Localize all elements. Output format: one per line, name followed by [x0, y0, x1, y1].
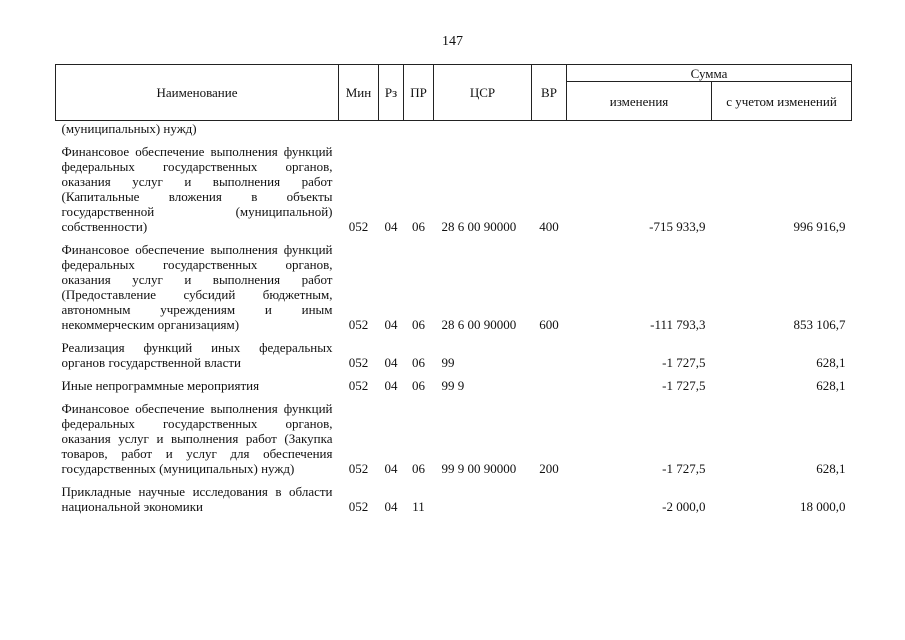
- row-rz: [379, 121, 404, 137]
- row-pr: [404, 121, 434, 137]
- row-name: Финансовое обеспечение выполнения функций федеральных государственных органов, оказания услуг и выполнения работ (Капитальные вложения в объекты государственной (муниципальной) собственности): [61, 144, 333, 234]
- row-min: 052: [348, 378, 369, 393]
- row-csr: [434, 484, 532, 514]
- row-name: Финансовое обеспечение выполнения функций федеральных государственных органов, оказания услуг и выполнения работ (Закупка товаров, работ и услуг для обеспечения государственных (муниципальных) нужд): [61, 401, 333, 476]
- row-vr: [532, 340, 567, 370]
- header-summa: Сумма: [567, 65, 852, 82]
- row-with-changes: 628,1: [816, 378, 846, 393]
- header-pr: ПР: [404, 65, 434, 121]
- header-changes: изменения: [567, 82, 712, 121]
- header-rz: Рз: [379, 65, 404, 121]
- header-with-changes: с учетом изменений: [712, 82, 852, 121]
- row-changes: -1 727,5: [662, 461, 706, 476]
- row-csr: 99: [441, 355, 455, 370]
- row-pr: 06: [412, 317, 425, 332]
- row-min: [339, 121, 379, 137]
- row-pr: 11: [412, 499, 425, 514]
- page-number: 147: [442, 34, 463, 49]
- row-vr: [532, 121, 567, 137]
- row-rz: 04: [384, 219, 398, 234]
- row-vr: [532, 484, 567, 514]
- row-rz: 04: [384, 355, 398, 370]
- row-min: 052: [348, 461, 369, 476]
- row-min: 052: [348, 219, 369, 234]
- row-csr: [434, 121, 532, 137]
- header-csr: ЦСР: [434, 65, 532, 121]
- row-vr: 600: [539, 317, 559, 332]
- row-changes: -2 000,0: [662, 499, 706, 514]
- row-with-changes: 853 106,7: [793, 317, 846, 332]
- table-row: [56, 378, 852, 393]
- table-row: [56, 340, 852, 370]
- row-vr: [532, 378, 567, 393]
- row-min: 052: [348, 317, 369, 332]
- header-name: Наименование: [56, 65, 339, 121]
- row-changes: -111 793,3: [650, 317, 706, 332]
- table-row: [56, 121, 852, 137]
- table-row: [56, 144, 852, 234]
- row-changes: -715 933,9: [649, 219, 706, 234]
- row-pr: 06: [412, 378, 425, 393]
- row-csr: 99 9 00 90000: [441, 461, 517, 476]
- table-row: [56, 401, 852, 476]
- row-name: Финансовое обеспечение выполнения функций федеральных государственных органов, оказания услуг и выполнения работ (Предоставление субсидий бюджетным, автономным учреждениям и иным некоммерческим организациям): [61, 242, 333, 332]
- row-with-changes: [712, 121, 852, 137]
- row-changes: [567, 121, 712, 137]
- header-vr: ВР: [532, 65, 567, 121]
- header-min: Мин: [339, 65, 379, 121]
- row-rz: 04: [384, 317, 398, 332]
- row-name: Реализация функций иных федеральных органов государственной власти: [61, 340, 333, 370]
- row-name: (муниципальных) нужд): [61, 121, 197, 136]
- table-row: [56, 484, 852, 514]
- row-with-changes: 628,1: [816, 355, 846, 370]
- row-with-changes: 628,1: [816, 461, 846, 476]
- row-with-changes: 18 000,0: [800, 499, 846, 514]
- row-pr: 06: [412, 219, 425, 234]
- row-with-changes: 996 916,9: [793, 219, 846, 234]
- row-changes: -1 727,5: [662, 378, 706, 393]
- row-csr: 99 9: [441, 378, 465, 393]
- row-csr: 28 6 00 90000: [441, 219, 517, 234]
- row-vr: 400: [539, 219, 559, 234]
- budget-table: [55, 64, 852, 514]
- row-name: Прикладные научные исследования в области национальной экономики: [61, 484, 333, 514]
- row-changes: -1 727,5: [662, 355, 706, 370]
- row-name: Иные непрограммные мероприятия: [61, 378, 260, 393]
- row-min: 052: [348, 499, 369, 514]
- row-pr: 06: [412, 461, 425, 476]
- row-vr: 200: [539, 461, 559, 476]
- row-pr: 06: [412, 355, 425, 370]
- row-rz: 04: [384, 461, 398, 476]
- row-rz: 04: [384, 378, 398, 393]
- row-rz: 04: [384, 499, 398, 514]
- row-csr: 28 6 00 90000: [441, 317, 517, 332]
- table-row: [56, 242, 852, 332]
- row-min: 052: [348, 355, 369, 370]
